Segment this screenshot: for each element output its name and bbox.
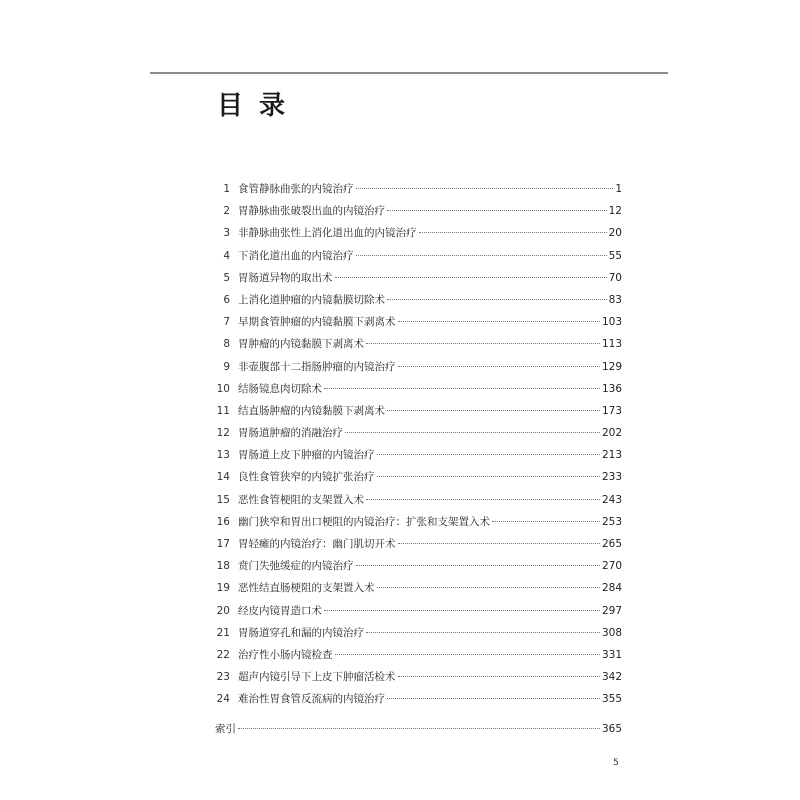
toc-entry[interactable] bbox=[210, 489, 622, 511]
toc-entry[interactable] bbox=[210, 622, 622, 644]
toc-entry-title: 胃轻瘫的内镜治疗：幽门肌切开术 bbox=[238, 538, 396, 550]
toc-entry-number: 1 bbox=[223, 183, 230, 195]
toc-entry[interactable] bbox=[210, 400, 622, 422]
toc-entry-number: 15 bbox=[216, 493, 230, 506]
toc-dot-leader bbox=[387, 410, 600, 411]
toc-entry-title: 恶性食管梗阻的支架置入术 bbox=[238, 493, 364, 506]
toc-entry-page: 103 bbox=[601, 316, 622, 329]
toc-entry-page: 213 bbox=[601, 449, 622, 462]
toc-entry[interactable] bbox=[210, 666, 622, 688]
toc-entry[interactable] bbox=[210, 222, 622, 244]
toc-entry-title: 胃肠道异物的取出术 bbox=[238, 271, 333, 284]
toc-entry-page: 265 bbox=[601, 538, 622, 550]
toc-entry-page: 12 bbox=[608, 205, 622, 218]
toc-entry[interactable] bbox=[210, 289, 622, 311]
toc-entry-title: 贲门失弛缓症的内镜治疗 bbox=[238, 560, 354, 573]
toc-entry-number: 13 bbox=[216, 449, 230, 462]
toc-dot-leader bbox=[345, 432, 600, 433]
toc-entry-number: 16 bbox=[216, 515, 230, 528]
toc-entry[interactable] bbox=[210, 533, 622, 555]
toc-dot-leader bbox=[492, 521, 600, 522]
toc-entry-page: 70 bbox=[608, 271, 622, 284]
toc-entry-page: 83 bbox=[608, 293, 622, 306]
toc-entry-page: 20 bbox=[608, 227, 622, 240]
toc-entry-number: 8 bbox=[223, 338, 230, 351]
toc-entry-number: 9 bbox=[223, 360, 230, 373]
toc-entry-number: 2 bbox=[223, 205, 230, 218]
toc-dot-leader bbox=[238, 728, 600, 729]
toc-entry-title: 下消化道出血的内镜治疗 bbox=[238, 249, 354, 262]
toc-entry[interactable] bbox=[210, 356, 622, 378]
toc-entry[interactable] bbox=[210, 444, 622, 466]
toc-entry[interactable] bbox=[210, 267, 622, 289]
toc-entry-page: 253 bbox=[601, 515, 622, 528]
toc-dot-leader bbox=[387, 698, 600, 699]
toc-dot-leader bbox=[324, 388, 600, 389]
toc-dot-leader bbox=[377, 454, 600, 455]
toc-entry[interactable] bbox=[210, 555, 622, 577]
toc-entry-title: 胃静脉曲张破裂出血的内镜治疗 bbox=[238, 205, 385, 218]
toc-entry-page: 173 bbox=[601, 404, 622, 417]
toc-entry-number: 3 bbox=[223, 227, 230, 240]
toc-entry[interactable] bbox=[210, 511, 622, 533]
footer-page-number: 5 bbox=[613, 758, 619, 768]
toc-entry-title: 胃肿瘤的内镜黏膜下剥离术 bbox=[238, 338, 364, 351]
toc-entry-number: 14 bbox=[216, 471, 230, 484]
toc-entry-number: 10 bbox=[216, 382, 230, 395]
toc-entry[interactable] bbox=[210, 577, 622, 599]
toc-entry[interactable] bbox=[210, 200, 622, 222]
toc-dot-leader bbox=[387, 210, 607, 211]
toc-entry[interactable] bbox=[210, 422, 622, 444]
toc-entry-page: 284 bbox=[601, 582, 622, 595]
toc-entry-page: 355 bbox=[601, 693, 622, 706]
toc-entry-number: 20 bbox=[216, 604, 230, 617]
toc-entry-page: 270 bbox=[601, 560, 622, 573]
toc-dot-leader bbox=[366, 499, 600, 500]
toc-entry-title: 非静脉曲张性上消化道出血的内镜治疗 bbox=[238, 227, 417, 240]
toc-entry-page: 113 bbox=[601, 338, 622, 351]
toc-entry-number: 18 bbox=[216, 560, 230, 573]
toc-entry-page: 233 bbox=[601, 471, 622, 484]
toc-dot-leader bbox=[377, 587, 600, 588]
toc-entry-page: 365 bbox=[601, 723, 622, 735]
toc-entry-title: 上消化道肿瘤的内镜黏膜切除术 bbox=[238, 293, 385, 306]
toc-dot-leader bbox=[356, 188, 614, 189]
toc-entry-number: 21 bbox=[216, 626, 230, 639]
toc-dot-leader bbox=[387, 299, 607, 300]
toc-entry-index[interactable] bbox=[215, 718, 622, 740]
toc-entry-title: 索引 bbox=[215, 723, 236, 735]
toc-entry-title: 难治性胃食管反流病的内镜治疗 bbox=[238, 693, 385, 706]
toc-entry-number: 5 bbox=[223, 271, 230, 284]
toc-entry-number: 24 bbox=[216, 693, 230, 706]
toc-entry-title: 结直肠肿瘤的内镜黏膜下剥离术 bbox=[238, 404, 385, 417]
toc-entry[interactable] bbox=[210, 311, 622, 333]
toc-entry-page: 55 bbox=[608, 249, 622, 262]
toc-entry-title: 治疗性小肠内镜检查 bbox=[238, 648, 333, 661]
toc-dot-leader bbox=[324, 610, 600, 611]
toc-entry-number: 19 bbox=[216, 582, 230, 595]
toc-dot-leader bbox=[335, 277, 607, 278]
toc-dot-leader bbox=[377, 476, 600, 477]
toc-entry-number: 7 bbox=[223, 316, 230, 329]
toc-entry-title: 非壶腹部十二指肠肿瘤的内镜治疗 bbox=[238, 360, 396, 373]
toc-entry-number: 22 bbox=[216, 648, 230, 661]
toc-entry-title: 胃肠道上皮下肿瘤的内镜治疗 bbox=[238, 449, 375, 462]
toc-entry-page: 243 bbox=[601, 493, 622, 506]
toc-dot-leader bbox=[356, 565, 600, 566]
toc-dot-leader bbox=[335, 654, 600, 655]
toc-entry-title: 恶性结直肠梗阻的支架置入术 bbox=[238, 582, 375, 595]
toc-dot-leader bbox=[419, 232, 607, 233]
top-divider bbox=[150, 72, 668, 74]
toc-entry-page: 297 bbox=[601, 604, 622, 617]
toc-entry-title: 经皮内镜胃造口术 bbox=[238, 604, 322, 617]
toc-entry-number: 17 bbox=[216, 538, 230, 550]
toc-entry-title: 胃肠道穿孔和漏的内镜治疗 bbox=[238, 626, 364, 639]
toc-entry-number: 12 bbox=[216, 427, 230, 440]
toc-dot-leader bbox=[398, 366, 600, 367]
toc-entry-number: 4 bbox=[223, 249, 230, 262]
toc-entry[interactable] bbox=[210, 644, 622, 666]
toc-entry-title: 良性食管狭窄的内镜扩张治疗 bbox=[238, 471, 375, 484]
table-of-contents bbox=[210, 178, 622, 711]
toc-entry-number: 11 bbox=[216, 404, 230, 417]
toc-entry-page: 342 bbox=[601, 671, 622, 684]
toc-entry[interactable] bbox=[210, 688, 622, 710]
toc-entry-number: 6 bbox=[223, 293, 230, 306]
toc-entry-page: 308 bbox=[601, 626, 622, 639]
toc-entry-page: 331 bbox=[601, 648, 622, 661]
toc-entry[interactable] bbox=[210, 378, 622, 400]
toc-entry[interactable] bbox=[210, 245, 622, 267]
toc-entry[interactable] bbox=[210, 333, 622, 355]
toc-entry-title: 幽门狭窄和胃出口梗阻的内镜治疗：扩张和支架置入术 bbox=[238, 515, 490, 528]
toc-dot-leader bbox=[356, 255, 607, 256]
page-title: 目录 bbox=[217, 91, 302, 121]
toc-entry[interactable] bbox=[210, 600, 622, 622]
toc-entry-title: 食管静脉曲张的内镜治疗 bbox=[238, 183, 354, 195]
toc-entry-page: 202 bbox=[601, 427, 622, 440]
toc-entry-number: 23 bbox=[216, 671, 230, 684]
toc-dot-leader bbox=[366, 343, 600, 344]
toc-entry-title: 早期食管肿瘤的内镜黏膜下剥离术 bbox=[238, 316, 396, 329]
toc-entry-page: 1 bbox=[615, 183, 622, 195]
toc-entry-page: 129 bbox=[601, 360, 622, 373]
toc-entry-title: 超声内镜引导下上皮下肿瘤活检术 bbox=[238, 671, 396, 684]
toc-entry-title: 结肠镜息肉切除术 bbox=[238, 382, 322, 395]
toc-dot-leader bbox=[398, 676, 600, 677]
toc-entry[interactable] bbox=[210, 178, 622, 200]
toc-entry[interactable] bbox=[210, 466, 622, 488]
toc-entry-title: 胃肠道肿瘤的消融治疗 bbox=[238, 427, 343, 440]
toc-dot-leader bbox=[398, 543, 600, 544]
toc-entry-page: 136 bbox=[601, 382, 622, 395]
toc-dot-leader bbox=[398, 321, 600, 322]
toc-dot-leader bbox=[366, 632, 600, 633]
